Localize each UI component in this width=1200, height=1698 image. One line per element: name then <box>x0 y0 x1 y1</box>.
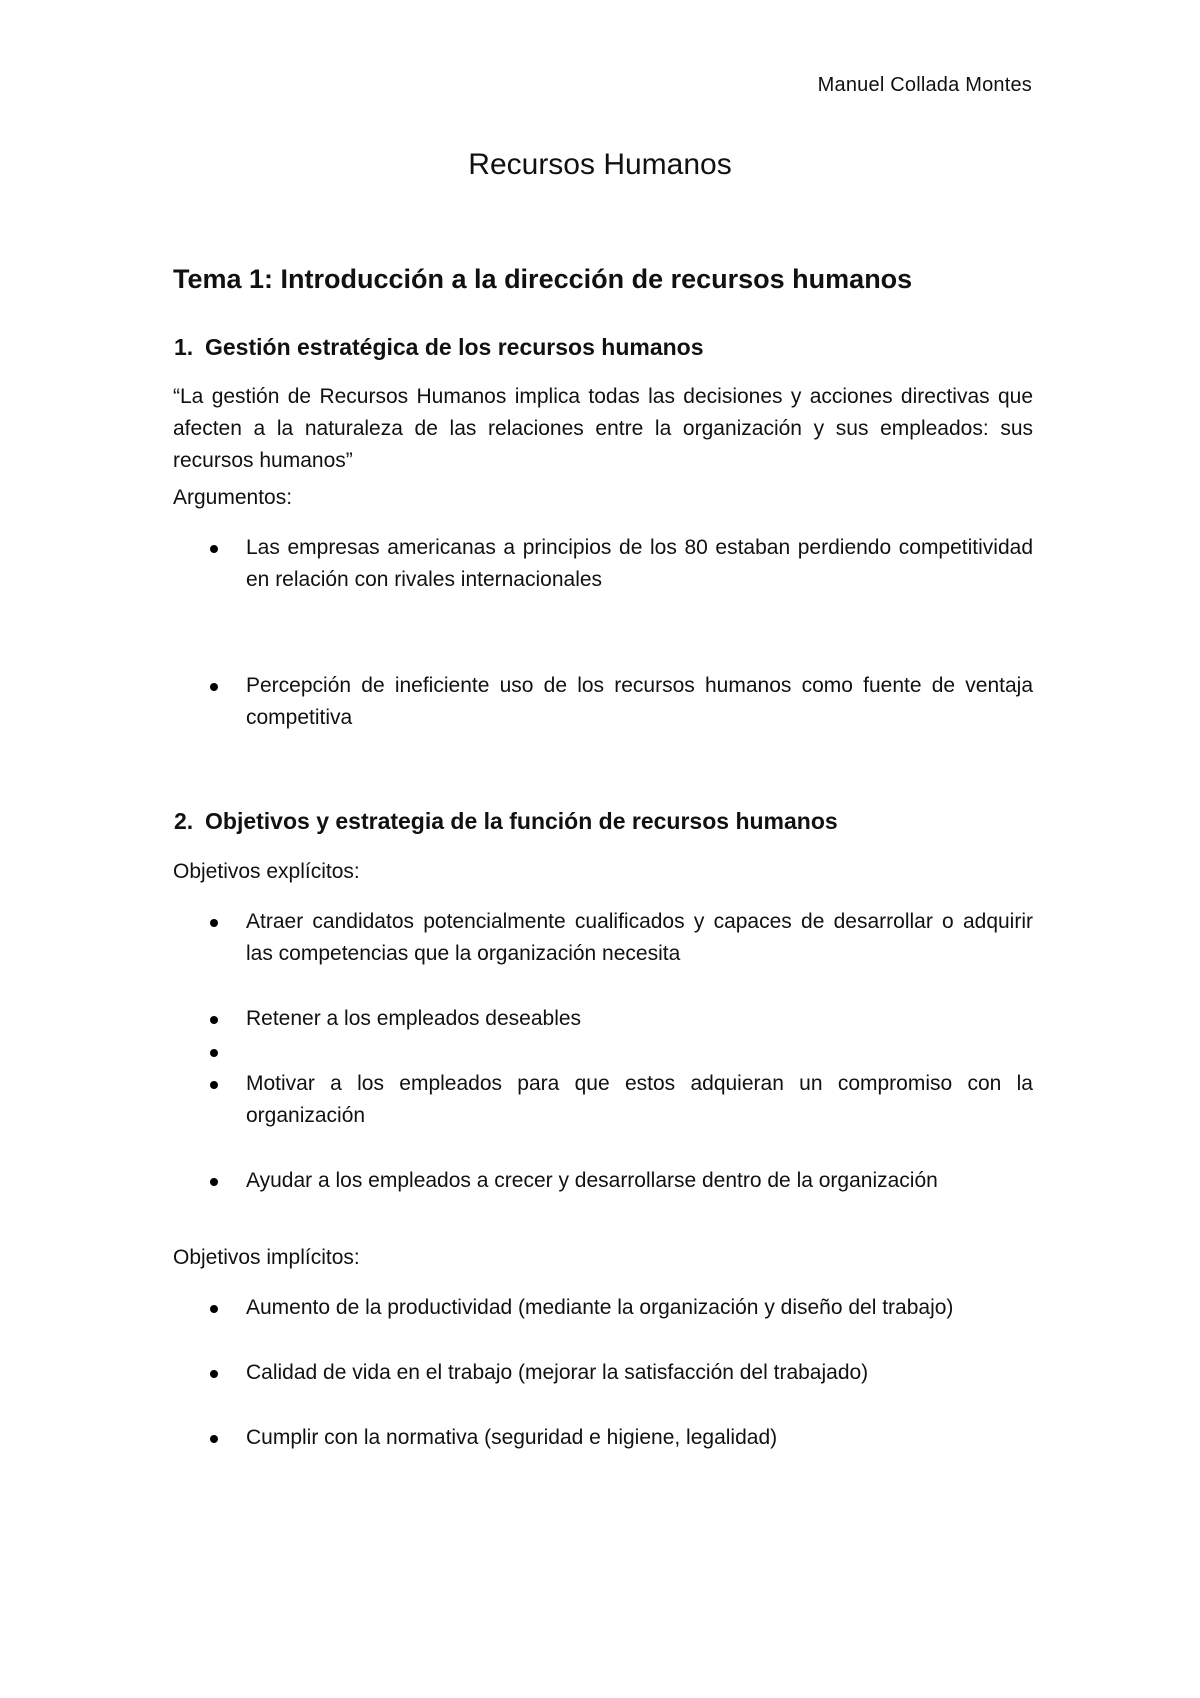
section-1-title: Gestión estratégica de los recursos humanos <box>205 334 704 360</box>
arguments-label: Argumentos: <box>173 486 293 509</box>
implicit-objectives-label: Objetivos implícitos: <box>173 1246 360 1269</box>
section-2-number: 2. <box>174 808 194 834</box>
explicit-objectives-label: Objetivos explícitos: <box>173 860 360 883</box>
section-1-heading <box>174 334 704 361</box>
bullet-icon <box>210 1016 218 1024</box>
argument-item: Las empresas americanas a principios de los 80 estaban perdiendo competitividad en relación con rivales internacionales <box>246 536 1033 591</box>
section-2-heading <box>174 808 838 835</box>
explicit-objective-item: Retener a los empleados deseables <box>246 1007 582 1030</box>
bullet-icon <box>210 1081 218 1089</box>
implicit-objective-item: Cumplir con la normativa (seguridad e higiene, legalidad) <box>246 1426 778 1449</box>
bullet-icon <box>210 1049 218 1057</box>
document-title: Recursos Humanos <box>468 148 732 181</box>
section-2-title: Objetivos y estrategia de la función de recursos humanos <box>205 808 838 834</box>
explicit-objective-item: Ayudar a los empleados a crecer y desarrollarse dentro de la organización <box>246 1169 938 1192</box>
tema-heading: Tema 1: Introducción a la dirección de recursos humanos <box>173 264 913 294</box>
bullet-icon <box>210 1305 218 1313</box>
implicit-objective-item: Calidad de vida en el trabajo (mejorar la satisfacción del trabajado) <box>246 1361 869 1384</box>
explicit-objective-item: Atraer candidatos potencialmente cualificados y capaces de desarrollar o adquirir las competencias que la organización necesita <box>246 910 1033 965</box>
author-header: Manuel Collada Montes <box>817 74 1032 96</box>
section-1-number: 1. <box>174 334 194 360</box>
bullet-icon <box>210 683 218 691</box>
explicit-objective-item: Motivar a los empleados para que estos adquieran un compromiso con la organización <box>246 1072 1033 1127</box>
definition-quote: “La gestión de Recursos Humanos implica todas las decisiones y acciones directivas que afecten a la naturaleza de las relaciones entre la organización y sus empleados: sus recursos humanos” <box>173 385 1033 472</box>
bullet-icon <box>210 1178 218 1186</box>
bullet-icon <box>210 1435 218 1443</box>
bullet-icon <box>210 545 218 553</box>
bullet-icon <box>210 919 218 927</box>
bullet-icon <box>210 1370 218 1378</box>
argument-item: Percepción de ineficiente uso de los recursos humanos como fuente de ventaja competitiva <box>246 674 1033 729</box>
implicit-objective-item: Aumento de la productividad (mediante la organización y diseño del trabajo) <box>246 1296 954 1319</box>
